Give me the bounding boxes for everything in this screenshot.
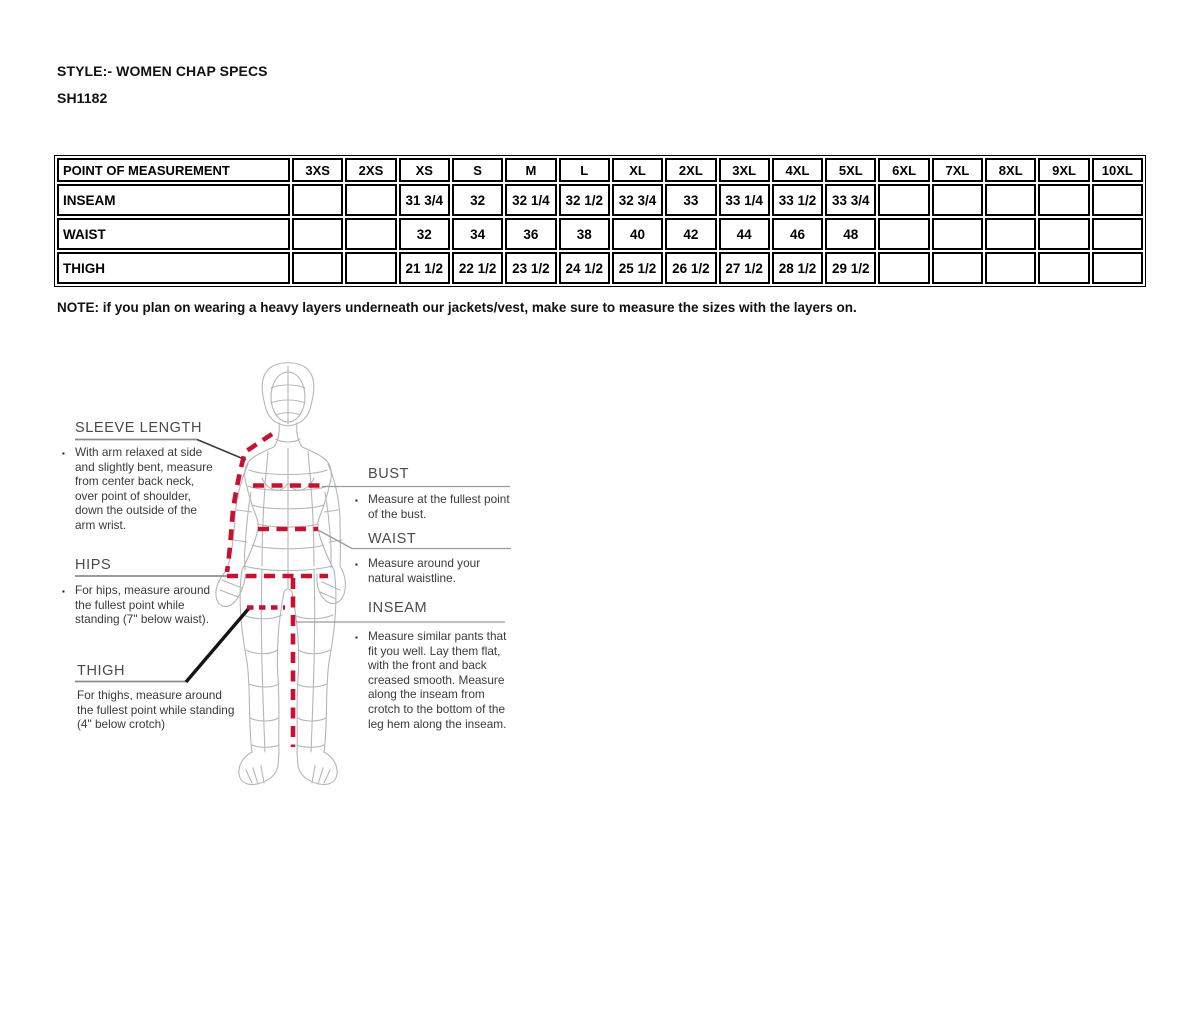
size-value-cell: 46 [772,218,823,250]
guide-text-waist: ▪ Measure around your natural waistline. [355,556,481,585]
measurement-row-label: THIGH [57,252,290,284]
guide-waist [355,531,516,585]
size-value-cell: 32 [452,184,503,216]
bullet-icon: ▪ [355,633,358,642]
size-value-cell: 34 [452,218,503,250]
guide-heading-inseam: INSEAM [368,600,428,616]
size-column-header: 3XS [292,158,343,182]
guide-text-sleeve-length: ▪ With arm relaxed at side and slightly bent, measure from center back neck, over point of shoulder, down the outside of the arm wrist. [62,445,213,532]
size-value-cell [345,218,396,250]
size-value-cell: 42 [665,218,716,250]
size-column-header: 6XL [878,158,929,182]
size-value-cell: 21 1/2 [399,252,450,284]
size-value-cell [878,218,929,250]
size-value-cell [985,218,1036,250]
size-value-cell: 44 [719,218,770,250]
guide-text-bust: ▪ Measure at the fullest point of the bust. [355,492,510,521]
size-column-header: 2XS [345,158,396,182]
size-value-cell [985,252,1036,284]
size-value-cell: 25 1/2 [612,252,663,284]
size-value-cell [932,184,983,216]
bullet-icon: ▪ [62,587,65,596]
bullet-icon: ▪ [62,449,65,458]
size-table-body [57,184,1143,284]
size-column-header: S [452,158,503,182]
size-value-cell: 31 3/4 [399,184,450,216]
size-column-header: XS [399,158,450,182]
size-value-cell: 38 [559,218,610,250]
size-column-header: 2XL [665,158,716,182]
size-value-cell: 22 1/2 [452,252,503,284]
size-value-cell: 23 1/2 [505,252,556,284]
size-value-cell: 32 1/4 [505,184,556,216]
size-value-cell [292,252,343,284]
size-value-cell [1092,218,1143,250]
size-value-cell [932,218,983,250]
guide-heading-waist: WAIST [368,531,417,547]
guide-hips [62,557,227,627]
size-column-header: XL [612,158,663,182]
size-table-head-row [57,158,1143,182]
size-column-header: 9XL [1038,158,1089,182]
guide-inseam [355,600,514,731]
size-value-cell [1092,252,1143,284]
size-value-cell: 32 3/4 [612,184,663,216]
size-value-cell: 48 [825,218,876,250]
guide-text-hips: ▪ For hips, measure around the fullest point while standing (7" below waist). [62,583,211,627]
size-column-header: 8XL [985,158,1036,182]
size-value-cell: 28 1/2 [772,252,823,284]
size-value-cell: 36 [505,218,556,250]
measurement-row [57,184,1143,216]
size-value-cell [1038,184,1089,216]
guide-heading-bust: BUST [368,466,410,482]
size-value-cell [985,184,1036,216]
measurement-row-label: WAIST [57,218,290,250]
size-value-cell [1038,252,1089,284]
measurement-row [57,218,1143,250]
size-value-cell [878,184,929,216]
size-value-cell: 33 3/4 [825,184,876,216]
size-value-cell [1038,218,1089,250]
size-value-cell: 33 [665,184,716,216]
size-value-cell: 40 [612,218,663,250]
guide-text-thigh: For thighs, measure around the fullest point while standing (4" below crotch) [77,688,235,732]
guide-sleeve-length [62,420,215,533]
size-column-header: 10XL [1092,158,1143,182]
guide-text-inseam: ▪ Measure similar pants that fit you well. Lay them flat, with the front and back creased smooth. Measure along the inseam from crotch to the bottom of the leg hem along the inseam. [355,629,507,731]
bullet-icon: ▪ [355,496,358,505]
size-value-cell [1092,184,1143,216]
guide-heading-hips: HIPS [75,557,112,573]
size-value-cell: 27 1/2 [719,252,770,284]
size-value-cell: 24 1/2 [559,252,610,284]
size-column-header: M [505,158,556,182]
size-value-cell [345,184,396,216]
size-value-cell [292,184,343,216]
point-of-measurement-header: POINT OF MEASUREMENT [57,158,290,182]
size-value-cell [345,252,396,284]
guide-heading-sleeve-length: SLEEVE LENGTH [75,420,203,436]
measurement-row-label: INSEAM [57,184,290,216]
style-code: SH1182 [57,90,108,106]
size-value-cell: 33 1/4 [719,184,770,216]
bullet-icon: ▪ [355,560,358,569]
size-spec-table [54,155,1146,287]
guide-thigh [77,663,237,732]
size-column-header: L [559,158,610,182]
size-value-cell [878,252,929,284]
size-column-header: 7XL [932,158,983,182]
style-title: STYLE:- WOMEN CHAP SPECS [57,63,268,79]
size-column-header: 3XL [719,158,770,182]
size-value-cell [292,218,343,250]
size-value-cell: 26 1/2 [665,252,716,284]
guide-bust [355,466,512,521]
size-column-header: 4XL [772,158,823,182]
size-value-cell: 29 1/2 [825,252,876,284]
size-value-cell: 33 1/2 [772,184,823,216]
size-table-header [57,158,1143,182]
note-text: NOTE: if you plan on wearing a heavy layers underneath our jackets/vest, make sure to measure the sizes with the layers on. [57,300,857,315]
size-value-cell: 32 1/2 [559,184,610,216]
size-value-cell: 32 [399,218,450,250]
measurement-row [57,252,1143,284]
size-value-cell [932,252,983,284]
size-column-header: 5XL [825,158,876,182]
guide-heading-thigh: THIGH [77,663,126,679]
